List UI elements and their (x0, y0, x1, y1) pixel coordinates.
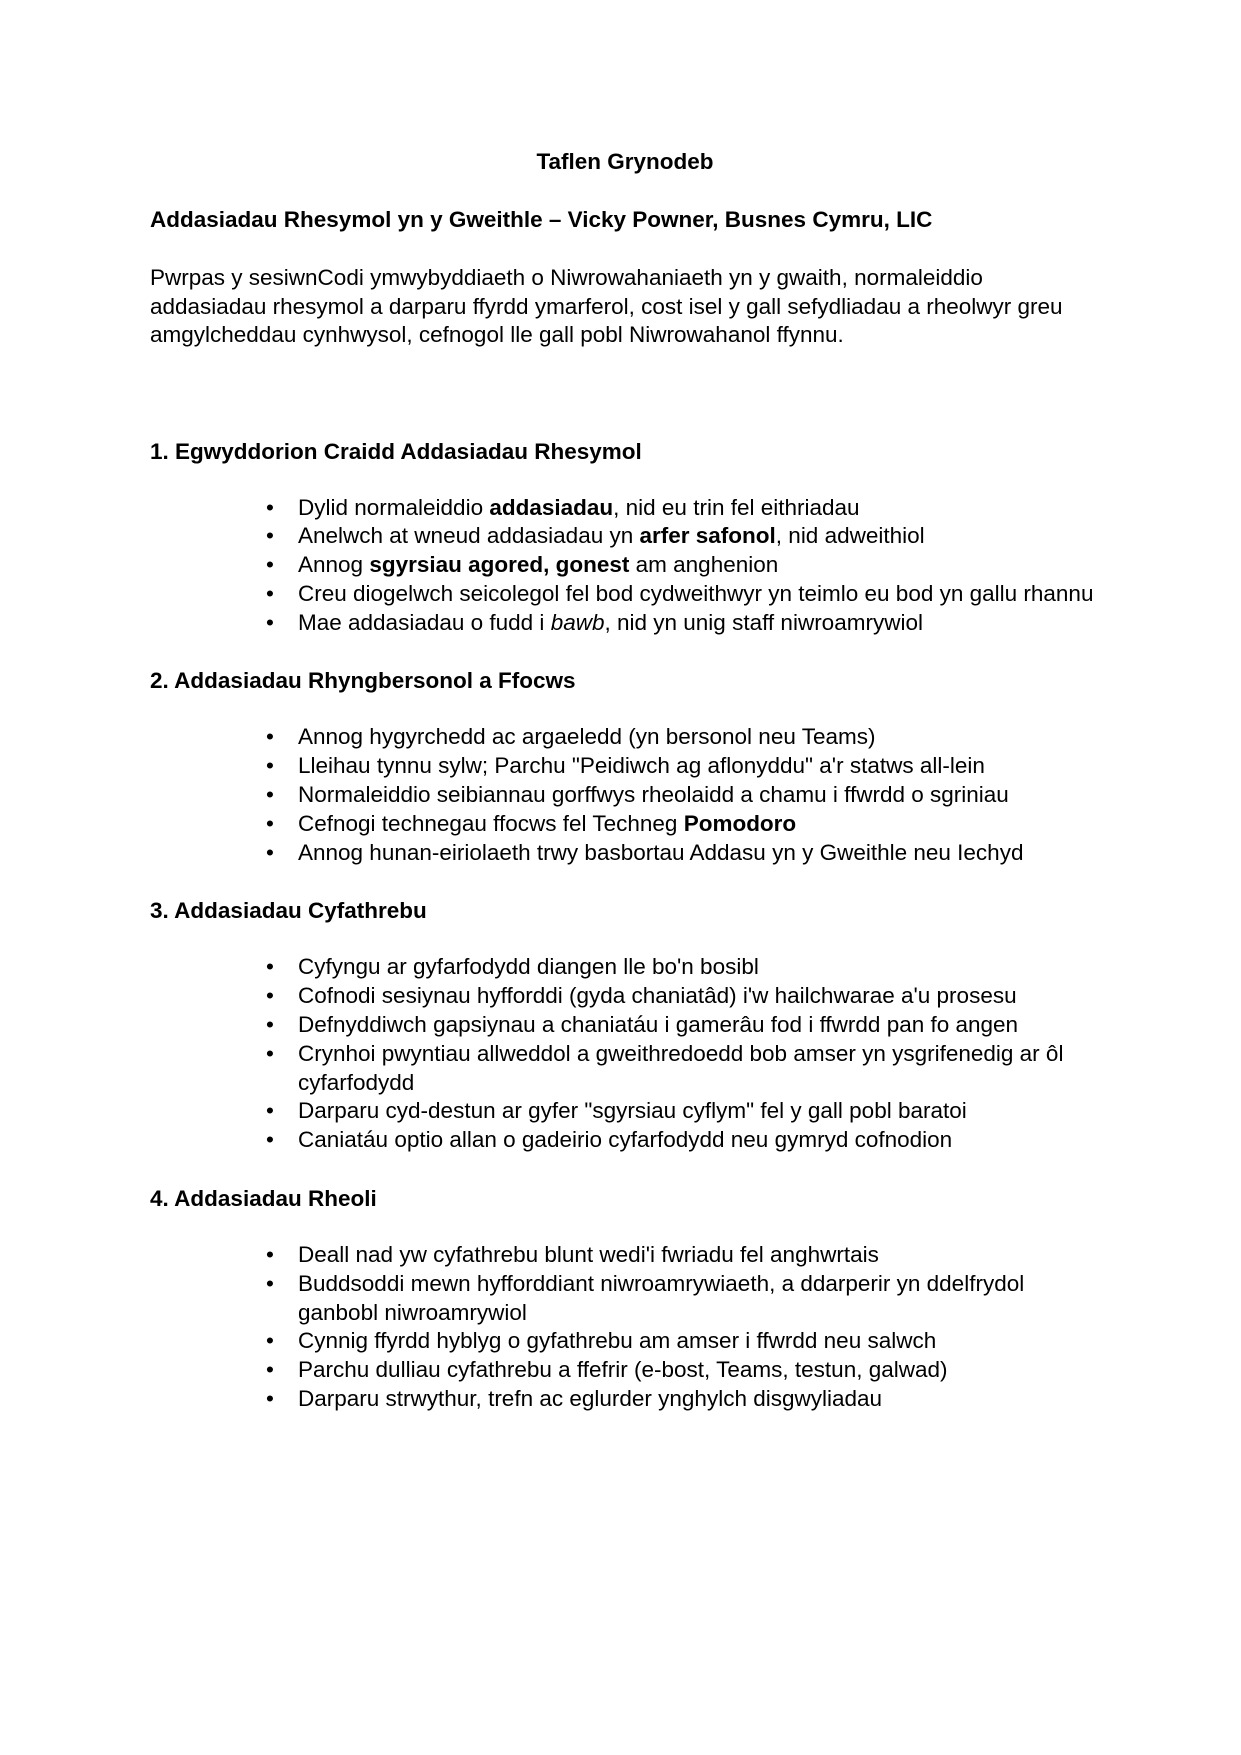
bullet-icon: • (266, 580, 274, 606)
list-item: • Cynnig ffyrdd hyblyg o gyfathrebu am amser i ffwrdd neu salwch (298, 1327, 1100, 1356)
bullet-icon: • (266, 1328, 274, 1354)
list-item: • Anelwch at wneud addasiadau yn arfer safonol, nid adweithiol (298, 522, 1100, 551)
document-title: Taflen Grynodeb (536, 149, 714, 174)
list-item: • Mae addasiadau o fudd i bawb, nid yn unig staff niwroamrywiol (298, 609, 1100, 638)
bullet-icon: • (266, 782, 274, 808)
list-item: • Cyfyngu ar gyfarfodydd diangen lle bo'n bosibl (298, 953, 1100, 982)
bullet-list (150, 723, 1100, 867)
bullet-icon: • (266, 839, 274, 865)
bullet-icon: • (266, 983, 274, 1009)
bullet-icon: • (266, 1127, 274, 1153)
list-item: • Crynhoi pwyntiau allweddol a gweithredoedd bob amser yn ysgrifenedig ar ôl cyfarfodydd (266, 1040, 1064, 1095)
bullet-icon: • (266, 1012, 274, 1038)
intro-paragraph: Pwrpas y sesiwnCodi ymwybyddiaeth o Niwrowahaniaeth yn y gwaith, normaleiddio addasiadau rhesymol a darparu ffyrdd ymarferol, cost isel y gall sefydliadau a rheolwyr greu amgylcheddau cynhwysol, cefnogol lle gall pobl Niwrowahanol ffynnu. (150, 265, 1063, 347)
bullet-icon: • (266, 724, 274, 750)
bullet-icon: • (266, 753, 274, 779)
list-item: • Annog hunan-eiriolaeth trwy basbortau Addasu yn y Gweithle neu Iechyd (298, 839, 1100, 868)
list-item: • Defnyddiwch gapsiynau a chaniatáu i gamerâu fod i ffwrdd pan fo angen (298, 1011, 1100, 1040)
section-heading: 3. Addasiadau Cyfathrebu (150, 898, 427, 924)
bullet-list (150, 1241, 1100, 1414)
bullet-icon: • (266, 1040, 274, 1066)
list-item: • Normaleiddio seibiannau gorffwys rheolaidd a chamu i ffwrdd o sgriniau (298, 781, 1100, 810)
list-item: • Darparu cyd-destun ar gyfer "sgyrsiau cyflym" fel y gall pobl baratoi (298, 1097, 1100, 1126)
list-item: • Dylid normaleiddio addasiadau, nid eu trin fel eithriadau (298, 494, 1100, 523)
document-subtitle: Addasiadau Rhesymol yn y Gweithle – Vicky Powner, Busnes Cymru, LIC (150, 207, 933, 232)
list-item: • Deall nad yw cyfathrebu blunt wedi'i fwriadu fel anghwrtais (298, 1241, 1100, 1270)
section-heading: 4. Addasiadau Rheoli (150, 1186, 377, 1212)
bullet-icon: • (266, 552, 274, 578)
list-item: • Lleihau tynnu sylw; Parchu "Peidiwch ag aflonyddu" a'r statws all-lein (298, 752, 1100, 781)
bullet-icon: • (266, 1270, 274, 1296)
bullet-icon: • (266, 810, 274, 836)
bullet-icon: • (266, 1098, 274, 1124)
section-heading: 1. Egwyddorion Craidd Addasiadau Rhesymol (150, 438, 642, 464)
document-page (150, 148, 1100, 1444)
bullet-icon: • (266, 1242, 274, 1268)
bullet-list (150, 494, 1100, 638)
bullet-icon: • (266, 609, 274, 635)
bullet-icon: • (266, 494, 274, 520)
sections-container (150, 438, 1100, 1414)
bullet-list (150, 953, 1100, 1155)
bullet-icon: • (266, 1357, 274, 1383)
list-item: • Darparu strwythur, trefn ac eglurder ynghylch disgwyliadau (298, 1385, 1100, 1414)
list-item: • Cefnogi technegau ffocws fel Techneg Pomodoro (298, 810, 1100, 839)
list-item: • Creu diogelwch seicolegol fel bod cydweithwyr yn teimlo eu bod yn gallu rhannu (298, 580, 1100, 609)
list-item: • Annog hygyrchedd ac argaeledd (yn bersonol neu Teams) (298, 723, 1100, 752)
list-item: • Parchu dulliau cyfathrebu a ffefrir (e-bost, Teams, testun, galwad) (298, 1356, 1100, 1385)
section-heading: 2. Addasiadau Rhyngbersonol a Ffocws (150, 668, 576, 694)
bullet-icon: • (266, 1386, 274, 1412)
list-item: • Buddsoddi mewn hyfforddiant niwroamrywiaeth, a ddarperir yn ddelfrydol ganbobl niwroamrywiol (266, 1270, 1025, 1325)
list-item: • Annog sgyrsiau agored, gonest am anghenion (298, 551, 1100, 580)
bullet-icon: • (266, 523, 274, 549)
list-item: • Cofnodi sesiynau hyfforddi (gyda chaniatâd) i'w hailchwarae a'u prosesu (298, 982, 1100, 1011)
list-item: • Caniatáu optio allan o gadeirio cyfarfodydd neu gymryd cofnodion (298, 1126, 1100, 1155)
bullet-icon: • (266, 954, 274, 980)
